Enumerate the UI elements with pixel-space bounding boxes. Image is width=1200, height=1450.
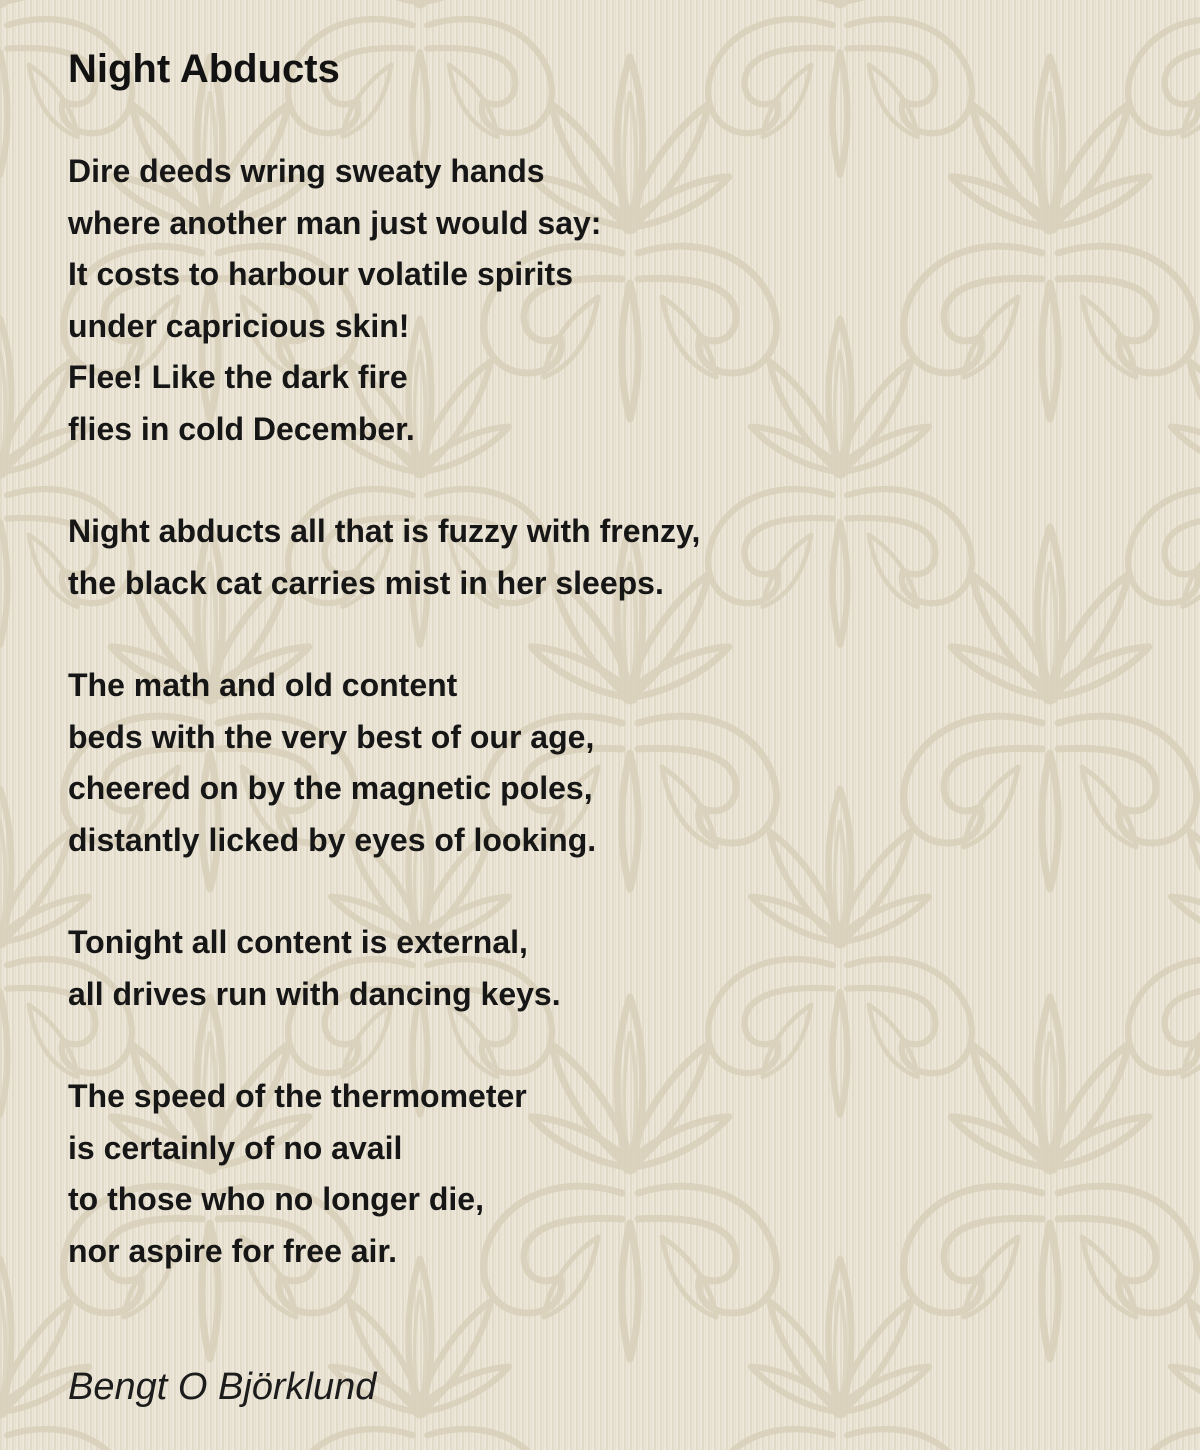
poem-line: nor aspire for free air. (68, 1232, 398, 1269)
poem-line: is certainly of no avail (68, 1129, 403, 1166)
poem-line: beds with the very best of our age, (68, 718, 595, 755)
poem-line: The speed of the thermometer (68, 1078, 527, 1114)
stanza-2 (68, 506, 1150, 609)
stanza-5 (68, 1071, 1150, 1277)
stanza-1 (68, 146, 1150, 455)
poem-line: Night abducts all that is fuzzy with frenzy, (68, 513, 701, 549)
poem-author: Bengt O Björklund (68, 1366, 377, 1408)
poem-line: flies in cold December. (68, 410, 415, 447)
poem-line: distantly licked by eyes of looking. (68, 821, 597, 858)
poem-line: It costs to harbour volatile spirits (68, 256, 573, 292)
poem-line: to those who no longer die, (68, 1181, 484, 1217)
poem-line: the black cat carries mist in her sleeps. (68, 564, 664, 601)
stanza-3 (68, 660, 1150, 866)
poem-line: The math and old content (68, 667, 458, 703)
poem-line: under capricious skin! (68, 307, 410, 344)
poem-line: Dire deeds wring sweaty hands (68, 153, 545, 189)
poem-title: Night Abducts (68, 47, 340, 91)
poem-line: cheered on by the magnetic poles, (68, 770, 593, 806)
poem-line: Flee! Like the dark fire (68, 359, 408, 395)
poem-line: where another man just would say: (68, 204, 602, 241)
poem-line: all drives run with dancing keys. (68, 975, 561, 1012)
stanza-4 (68, 917, 1150, 1020)
poem-line: Tonight all content is external, (68, 924, 528, 960)
